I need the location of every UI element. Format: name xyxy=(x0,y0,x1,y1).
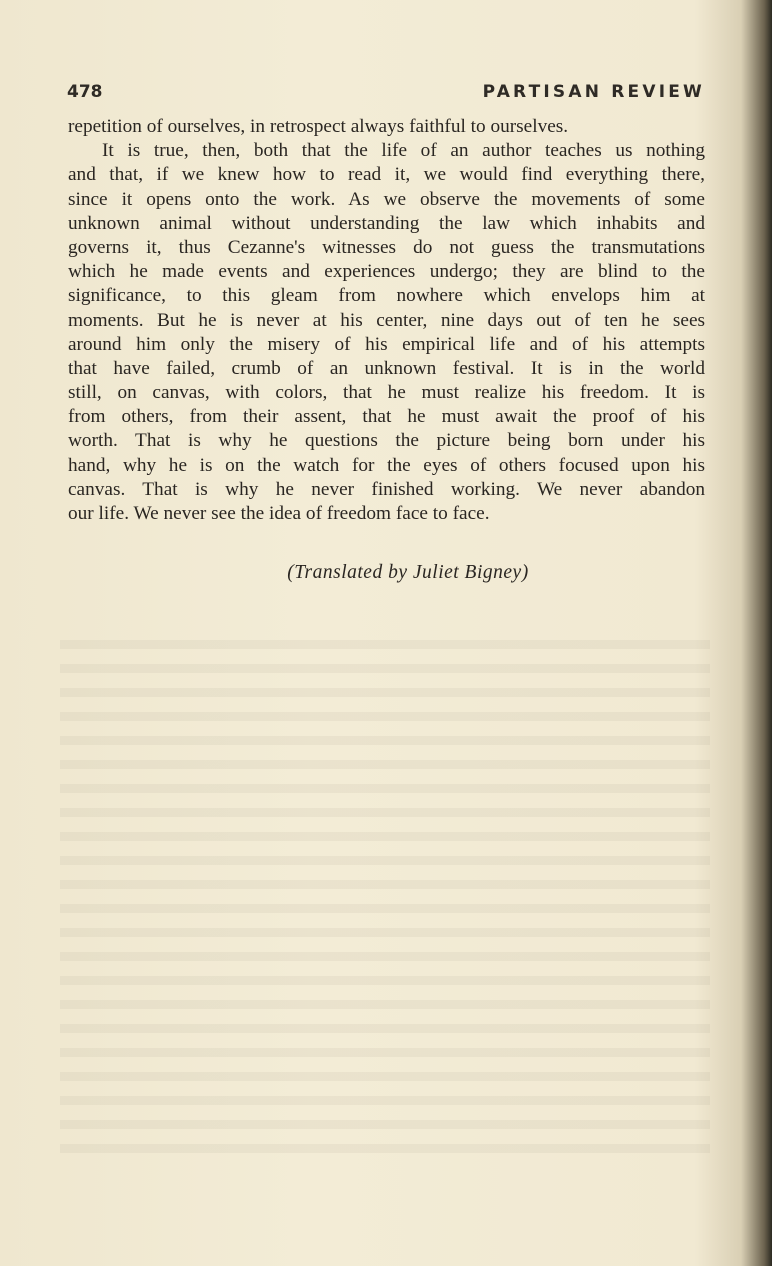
text-line: hand, why he is on the watch for the eyes of others focused upon his xyxy=(68,454,705,476)
text-line: around him only the misery of his empirical life and of his attempts xyxy=(68,333,705,355)
text-line: and that, if we knew how to read it, we would find everything there, xyxy=(68,164,705,186)
text-line: worth. That is why he questions the picture being born under his xyxy=(68,430,705,452)
text-line: significance, to this gleam from nowhere which envelops him at xyxy=(68,285,705,307)
text-line: governs it, thus Cezanne's witnesses do not guess the transmutations xyxy=(68,236,705,258)
running-header xyxy=(67,82,705,110)
journal-title: PARTISAN REVIEW xyxy=(482,82,705,102)
text-line: It is true, then, both that the life of an author teaches us nothing xyxy=(102,140,705,162)
translator-credit: (Translated by Juliet Bigney) xyxy=(287,562,529,583)
page-number: 478 xyxy=(67,82,103,102)
text-line: since it opens onto the work. As we observe the movements of some xyxy=(68,188,705,210)
body-text xyxy=(68,115,705,526)
text-line: repetition of ourselves, in retrospect always faithful to ourselves. xyxy=(68,116,569,137)
text-line: moments. But he is never at his center, nine days out of ten he sees xyxy=(68,309,705,331)
show-through-texture xyxy=(60,640,710,1160)
text-line: unknown animal without understanding the law which inhabits and xyxy=(68,212,705,234)
text-line: our life. We never see the idea of freedom face to face. xyxy=(68,503,490,524)
text-line: still, on canvas, with colors, that he must realize his freedom. It is xyxy=(68,382,705,404)
text-line: from others, from their assent, that he must await the proof of his xyxy=(68,406,705,428)
text-line: that have failed, crumb of an unknown festival. It is in the world xyxy=(68,357,705,379)
text-line: which he made events and experiences undergo; they are blind to the xyxy=(68,261,705,283)
text-line: canvas. That is why he never finished working. We never abandon xyxy=(68,478,705,500)
